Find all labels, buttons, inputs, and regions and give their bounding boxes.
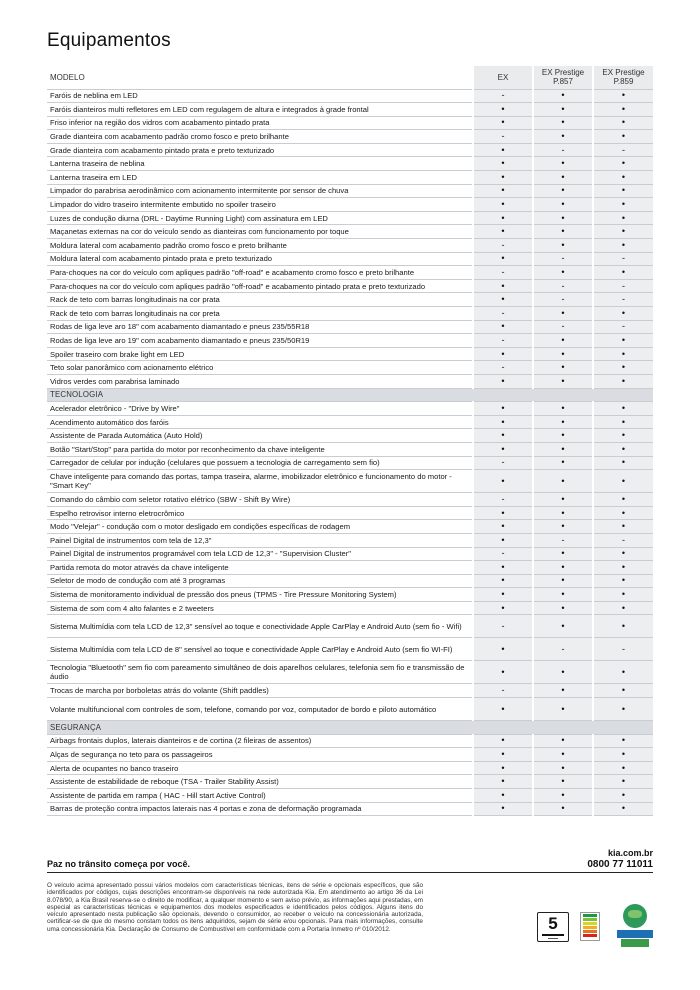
feature-label: Painel Digital de instrumentos com tela de 12,3" — [47, 533, 473, 547]
availability-cell: • — [593, 334, 653, 348]
slogan: Paz no trânsito começa por você. — [47, 859, 191, 869]
feature-label: Partida remota do motor através da chave inteligente — [47, 561, 473, 575]
availability-cell: • — [533, 157, 593, 171]
availability-cell: • — [593, 307, 653, 321]
availability-cell: • — [473, 520, 533, 534]
table-row — [47, 211, 653, 225]
availability-cell: • — [473, 734, 533, 748]
availability-cell: • — [533, 347, 593, 361]
availability-cell: • — [533, 547, 593, 561]
availability-cell: - — [473, 547, 533, 561]
availability-cell: • — [533, 588, 593, 602]
feature-label: Airbags frontais duplos, laterais dianteiros e de cortina (2 fileiras de assentos) — [47, 734, 473, 748]
availability-cell: - — [473, 266, 533, 280]
availability-cell: • — [473, 601, 533, 615]
table-row — [47, 198, 653, 212]
feature-label: Limpador do vidro traseiro intermitente embutido no spoiler traseiro — [47, 198, 473, 212]
availability-cell: • — [533, 661, 593, 684]
availability-cell: • — [473, 761, 533, 775]
section-row — [47, 388, 653, 402]
feature-label: Botão "Start/Stop" para partida do motor por reconhecimento da chave inteligente — [47, 442, 473, 456]
availability-cell: • — [533, 198, 593, 212]
table-row — [47, 103, 653, 117]
feature-label: Lanterna traseira de neblina — [47, 157, 473, 171]
feature-label: Chave inteligente para comando das portas, tampa traseira, alarme, imobilizador eletrônico e funcionamento do motor - "Smart Key" — [47, 470, 473, 493]
availability-cell: • — [533, 456, 593, 470]
table-row — [47, 520, 653, 534]
availability-cell: • — [533, 442, 593, 456]
availability-cell: • — [533, 506, 593, 520]
availability-cell: • — [533, 561, 593, 575]
availability-cell: - — [533, 533, 593, 547]
feature-label: Limpador do parabrisa aerodinâmico com acionamento intermitente por sensor de chuva — [47, 184, 473, 198]
availability-cell: • — [533, 761, 593, 775]
feature-label: Carregador de celular por indução (celulares que possuem a tecnologia de carregamento sem fio) — [47, 456, 473, 470]
availability-cell: • — [593, 574, 653, 588]
availability-cell: • — [593, 429, 653, 443]
availability-cell: - — [593, 320, 653, 334]
energy-stripe — [583, 926, 597, 929]
feature-label: Tecnologia "Bluetooth" sem fio com pareamento simultâneo de dois aparelhos celulares, telefonia sem fio e transmissão de áudio — [47, 661, 473, 684]
availability-cell: • — [473, 588, 533, 602]
feature-label: Maçanetas externas na cor do veículo sendo as dianteiras com funcionamento por toque — [47, 225, 473, 239]
table-row — [47, 334, 653, 348]
availability-cell: • — [593, 266, 653, 280]
availability-cell: • — [533, 89, 593, 103]
table-row — [47, 547, 653, 561]
feature-label: Moldura lateral com acabamento padrão cromo fosco e preto brilhante — [47, 239, 473, 253]
availability-cell: • — [593, 698, 653, 721]
availability-cell: • — [473, 415, 533, 429]
availability-cell: • — [593, 116, 653, 130]
ibama-seal-icon — [617, 904, 653, 948]
table-row — [47, 661, 653, 684]
table-row — [47, 775, 653, 789]
availability-cell: • — [533, 601, 593, 615]
feature-label: Sistema de som com 4 alto falantes e 2 tweeters — [47, 601, 473, 615]
feature-label: Comando do câmbio com seletor rotativo elétrico (SBW - Shift By Wire) — [47, 493, 473, 507]
availability-cell: • — [473, 211, 533, 225]
header-ex — [473, 66, 533, 89]
table-row — [47, 470, 653, 493]
availability-cell: • — [593, 184, 653, 198]
availability-cell: • — [593, 615, 653, 638]
table-row — [47, 266, 653, 280]
section-title: SEGURANÇA — [47, 721, 653, 735]
table-row — [47, 506, 653, 520]
availability-cell: - — [473, 684, 533, 698]
availability-cell: • — [473, 775, 533, 789]
availability-cell: • — [593, 684, 653, 698]
equipment-table — [47, 66, 653, 816]
availability-cell: • — [473, 252, 533, 266]
availability-cell: • — [593, 761, 653, 775]
table-row — [47, 130, 653, 144]
feature-label: Acelerador eletrônico - "Drive by Wire" — [47, 402, 473, 416]
availability-cell: • — [473, 442, 533, 456]
table-row — [47, 698, 653, 721]
availability-cell: • — [473, 320, 533, 334]
feature-label: Assistente de estabilidade de reboque (TSA - Trailer Stability Assist) — [47, 775, 473, 789]
availability-cell: - — [473, 456, 533, 470]
table-row — [47, 171, 653, 185]
feature-label: Alças de segurança no teto para os passageiros — [47, 748, 473, 762]
availability-cell: - — [593, 638, 653, 661]
feature-label: Seletor de modo de condução com até 3 programas — [47, 574, 473, 588]
availability-cell: • — [533, 734, 593, 748]
table-row — [47, 734, 653, 748]
availability-cell: • — [473, 470, 533, 493]
availability-cell: • — [473, 184, 533, 198]
feature-label: Grade dianteira com acabamento padrão cromo fosco e preto brilhante — [47, 130, 473, 144]
feature-label: Vidros verdes com parabrisa laminado — [47, 374, 473, 388]
availability-cell: • — [593, 456, 653, 470]
header-p857-name: EX Prestige — [541, 68, 585, 78]
availability-cell: • — [473, 789, 533, 803]
availability-cell: • — [473, 225, 533, 239]
availability-cell: • — [593, 748, 653, 762]
availability-cell: • — [593, 347, 653, 361]
availability-cell: • — [473, 402, 533, 416]
ibama-band-shape — [617, 930, 653, 938]
availability-cell: • — [473, 374, 533, 388]
feature-label: Assistente de Parada Automática (Auto Hold) — [47, 429, 473, 443]
table-row — [47, 533, 653, 547]
availability-cell: • — [533, 307, 593, 321]
availability-cell: • — [593, 561, 653, 575]
table-row — [47, 789, 653, 803]
availability-cell: - — [593, 252, 653, 266]
table-row — [47, 456, 653, 470]
header-ex-prestige-p857 — [533, 66, 593, 89]
header-p857-code: P.857 — [553, 77, 573, 87]
availability-cell: • — [593, 775, 653, 789]
availability-cell: - — [473, 307, 533, 321]
availability-cell: • — [473, 638, 533, 661]
table-row — [47, 293, 653, 307]
feature-label: Assistente de partida em rampa ( HAC - Hill start Active Control) — [47, 789, 473, 803]
table-row — [47, 415, 653, 429]
availability-cell: - — [473, 361, 533, 375]
table-row — [47, 615, 653, 638]
feature-label: Sistema Multimídia com tela LCD de 12,3" sensível ao toque e conectividade Apple CarPlay e Android Auto (sem fio - Wifi) — [47, 615, 473, 638]
table-row — [47, 429, 653, 443]
availability-cell: • — [593, 470, 653, 493]
phone-number: 0800 77 11011 — [587, 859, 653, 870]
table-body — [47, 89, 653, 816]
availability-cell: • — [533, 130, 593, 144]
availability-cell: • — [593, 89, 653, 103]
availability-cell: • — [593, 402, 653, 416]
energy-stripe — [583, 934, 597, 937]
availability-cell: • — [533, 334, 593, 348]
energy-stripe — [583, 930, 597, 933]
availability-cell: - — [533, 293, 593, 307]
contact-info — [587, 848, 653, 871]
availability-cell: • — [533, 493, 593, 507]
table-row — [47, 588, 653, 602]
availability-cell: • — [473, 103, 533, 117]
availability-cell: • — [593, 601, 653, 615]
table-header-row — [47, 66, 653, 89]
feature-label: Espelho retrovisor interno eletrocrômico — [47, 506, 473, 520]
availability-cell: • — [593, 157, 653, 171]
feature-label: Barras de proteção contra impactos laterais nas 4 portas e zona de deformação programada — [47, 802, 473, 816]
section-title: TECNOLOGIA — [47, 388, 653, 402]
availability-cell: • — [593, 493, 653, 507]
availability-cell: • — [473, 748, 533, 762]
availability-cell: • — [593, 789, 653, 803]
availability-cell: - — [473, 493, 533, 507]
availability-cell: • — [533, 775, 593, 789]
table-row — [47, 184, 653, 198]
availability-cell: - — [473, 130, 533, 144]
ibama-globe-shape — [623, 904, 647, 928]
feature-label: Rodas de liga leve aro 19" com acabamento diamantado e pneus 235/50R19 — [47, 334, 473, 348]
availability-cell: - — [533, 252, 593, 266]
table-row — [47, 239, 653, 253]
table-row — [47, 374, 653, 388]
availability-cell: • — [533, 415, 593, 429]
table-row — [47, 157, 653, 171]
availability-cell: • — [473, 347, 533, 361]
availability-cell: • — [533, 802, 593, 816]
table-row — [47, 802, 653, 816]
table-row — [47, 402, 653, 416]
footer-divider — [47, 872, 653, 873]
table-row — [47, 89, 653, 103]
availability-cell: • — [473, 533, 533, 547]
availability-cell: • — [533, 103, 593, 117]
table-row — [47, 493, 653, 507]
feature-label: Rodas de liga leve aro 18" com acabamento diamantado e pneus 235/55R18 — [47, 320, 473, 334]
table-row — [47, 225, 653, 239]
availability-cell: • — [533, 684, 593, 698]
table-row — [47, 638, 653, 661]
availability-cell: • — [533, 429, 593, 443]
availability-cell: - — [473, 615, 533, 638]
availability-cell: • — [473, 802, 533, 816]
energy-stripe — [583, 918, 597, 921]
availability-cell: • — [593, 588, 653, 602]
availability-cell: • — [593, 661, 653, 684]
availability-cell: • — [473, 279, 533, 293]
availability-cell: • — [533, 520, 593, 534]
availability-cell: • — [533, 266, 593, 280]
availability-cell: • — [593, 103, 653, 117]
feature-label: Grade dianteira com acabamento pintado prata e preto texturizado — [47, 143, 473, 157]
availability-cell: - — [473, 239, 533, 253]
feature-label: Lanterna traseira em LED — [47, 171, 473, 185]
energy-efficiency-label-icon — [580, 912, 600, 941]
ibama-band2-shape — [621, 939, 649, 947]
availability-cell: • — [473, 157, 533, 171]
availability-cell: • — [473, 143, 533, 157]
availability-cell: • — [533, 789, 593, 803]
feature-label: Para-choques na cor do veículo com apliques padrão "off-road" e acabamento cromo fosco e preto brilhante — [47, 266, 473, 280]
availability-cell: • — [593, 374, 653, 388]
header-ex-name: EX — [497, 72, 509, 82]
energy-stripe — [583, 922, 597, 925]
availability-cell: • — [593, 198, 653, 212]
availability-cell: • — [533, 402, 593, 416]
warranty-seal-tick — [548, 938, 558, 939]
warranty-years: 5 — [548, 914, 558, 933]
availability-cell: • — [473, 293, 533, 307]
table-row — [47, 279, 653, 293]
table-row — [47, 252, 653, 266]
availability-cell: • — [473, 574, 533, 588]
availability-cell: • — [593, 442, 653, 456]
availability-cell: • — [593, 171, 653, 185]
page-title: Equipamentos — [47, 30, 171, 51]
feature-label: Faróis dianteiros multi refletores em LED com regulagem de altura e integrados à grade frontal — [47, 103, 473, 117]
availability-cell: - — [593, 293, 653, 307]
table-row — [47, 761, 653, 775]
availability-cell: • — [533, 698, 593, 721]
availability-cell: • — [473, 506, 533, 520]
availability-cell: • — [593, 734, 653, 748]
availability-cell: - — [473, 334, 533, 348]
table-row — [47, 442, 653, 456]
feature-label: Modo "Velejar" - condução com o motor desligado em condições específicas de rodagem — [47, 520, 473, 534]
availability-cell: • — [593, 211, 653, 225]
five-year-warranty-seal — [537, 912, 569, 942]
availability-cell: • — [533, 184, 593, 198]
feature-label: Alerta de ocupantes no banco traseiro — [47, 761, 473, 775]
header-model: MODELO — [47, 66, 473, 89]
availability-cell: • — [533, 574, 593, 588]
feature-label: Sistema de monitoramento individual de pressão dos pneus (TPMS - Tire Pressure Monitoring System) — [47, 588, 473, 602]
table-row — [47, 684, 653, 698]
table-row — [47, 320, 653, 334]
feature-label: Sistema Multimídia com tela LCD de 8" sensível ao toque e conectividade Apple CarPlay e Android Auto (sem fio WI-FI) — [47, 638, 473, 661]
availability-cell: • — [533, 225, 593, 239]
availability-cell: • — [533, 171, 593, 185]
table-row — [47, 574, 653, 588]
warranty-seal-bar — [542, 934, 564, 936]
table-row — [47, 347, 653, 361]
feature-label: Rack de teto com barras longitudinais na cor prata — [47, 293, 473, 307]
availability-cell: - — [533, 320, 593, 334]
table-row — [47, 307, 653, 321]
availability-cell: • — [593, 415, 653, 429]
feature-label: Trocas de marcha por borboletas atrás do volante (Shift paddles) — [47, 684, 473, 698]
availability-cell: • — [473, 661, 533, 684]
availability-cell: • — [593, 239, 653, 253]
availability-cell: • — [473, 429, 533, 443]
feature-label: Painel Digital de instrumentos programável com tela LCD de 12,3" - "Supervision Cluster" — [47, 547, 473, 561]
feature-label: Faróis de neblina em LED — [47, 89, 473, 103]
header-p859-code: P.859 — [613, 77, 634, 87]
table-row — [47, 561, 653, 575]
feature-label: Teto solar panorâmico com acionamento elétrico — [47, 361, 473, 375]
availability-cell: - — [593, 143, 653, 157]
availability-cell: • — [533, 116, 593, 130]
availability-cell: • — [533, 470, 593, 493]
feature-label: Friso inferior na região dos vidros com acabamento pintado prata — [47, 116, 473, 130]
section-row — [47, 721, 653, 735]
website-link[interactable]: kia.com.br — [607, 848, 653, 858]
availability-cell: • — [593, 802, 653, 816]
table-row — [47, 116, 653, 130]
legal-disclaimer: O veículo acima apresentado possui vários modelos com características técnicas, itens de série e opcionais específicos, que são identificados por códigos, cujas descrições encontram-se disponíveis na rede autorizada Kia. Em atendimento ao artigo 36 da Lei 8.078/90, a Kia Brasil reserva-se o direito de modificar, a qualquer momento e sem aviso prévio, as informações aqui prestadas, em especial as características técnicas e equipamentos dos modelos especificados e identificados pelos códigos. Alguns itens do veículo apresentado nesta publicação são opcionais, devendo o consumidor, ao receber o veículo na concessionária autorizada, certificar-se de que do mesmo constam todos os itens adquiridos, sejam de série e/ou opcionais. Para mais informações, consulte uma concessionária Kia. Declaração de Consumo de Combustível em conformidade com a Portaria Inmetro nº 010/2012. — [47, 882, 423, 933]
table-row — [47, 601, 653, 615]
availability-cell: • — [533, 615, 593, 638]
availability-cell: • — [593, 547, 653, 561]
availability-cell: • — [593, 361, 653, 375]
availability-cell: • — [473, 561, 533, 575]
feature-label: Acendimento automático dos faróis — [47, 415, 473, 429]
table-row — [47, 361, 653, 375]
availability-cell: • — [533, 211, 593, 225]
energy-stripe — [583, 914, 597, 917]
availability-cell: • — [593, 520, 653, 534]
availability-cell: • — [593, 506, 653, 520]
availability-cell: • — [593, 225, 653, 239]
availability-cell: - — [593, 533, 653, 547]
feature-label: Rack de teto com barras longitudinais na cor preta — [47, 307, 473, 321]
feature-label: Spoiler traseiro com brake light em LED — [47, 347, 473, 361]
feature-label: Moldura lateral com acabamento pintado prata e preto texturizado — [47, 252, 473, 266]
header-p859-name: EX Prestige — [602, 68, 645, 78]
availability-cell: - — [533, 638, 593, 661]
feature-label: Luzes de condução diurna (DRL - Daytime Running Light) com assinatura em LED — [47, 211, 473, 225]
availability-cell: • — [473, 198, 533, 212]
availability-cell: - — [593, 279, 653, 293]
availability-cell: • — [533, 239, 593, 253]
availability-cell: - — [533, 143, 593, 157]
availability-cell: • — [533, 748, 593, 762]
table-row — [47, 748, 653, 762]
table-row — [47, 143, 653, 157]
header-ex-prestige-p859 — [593, 66, 653, 89]
availability-cell: - — [533, 279, 593, 293]
feature-label: Volante multifuncional com controles de som, telefone, comando por voz, computador de bordo e piloto automático — [47, 698, 473, 721]
availability-cell: • — [473, 698, 533, 721]
availability-cell: • — [473, 171, 533, 185]
availability-cell: • — [593, 130, 653, 144]
availability-cell: • — [533, 361, 593, 375]
availability-cell: • — [533, 374, 593, 388]
availability-cell: - — [473, 89, 533, 103]
availability-cell: • — [473, 116, 533, 130]
feature-label: Para-choques na cor do veículo com apliques padrão "off-road" e acabamento pintado prata e preto texturizado — [47, 279, 473, 293]
